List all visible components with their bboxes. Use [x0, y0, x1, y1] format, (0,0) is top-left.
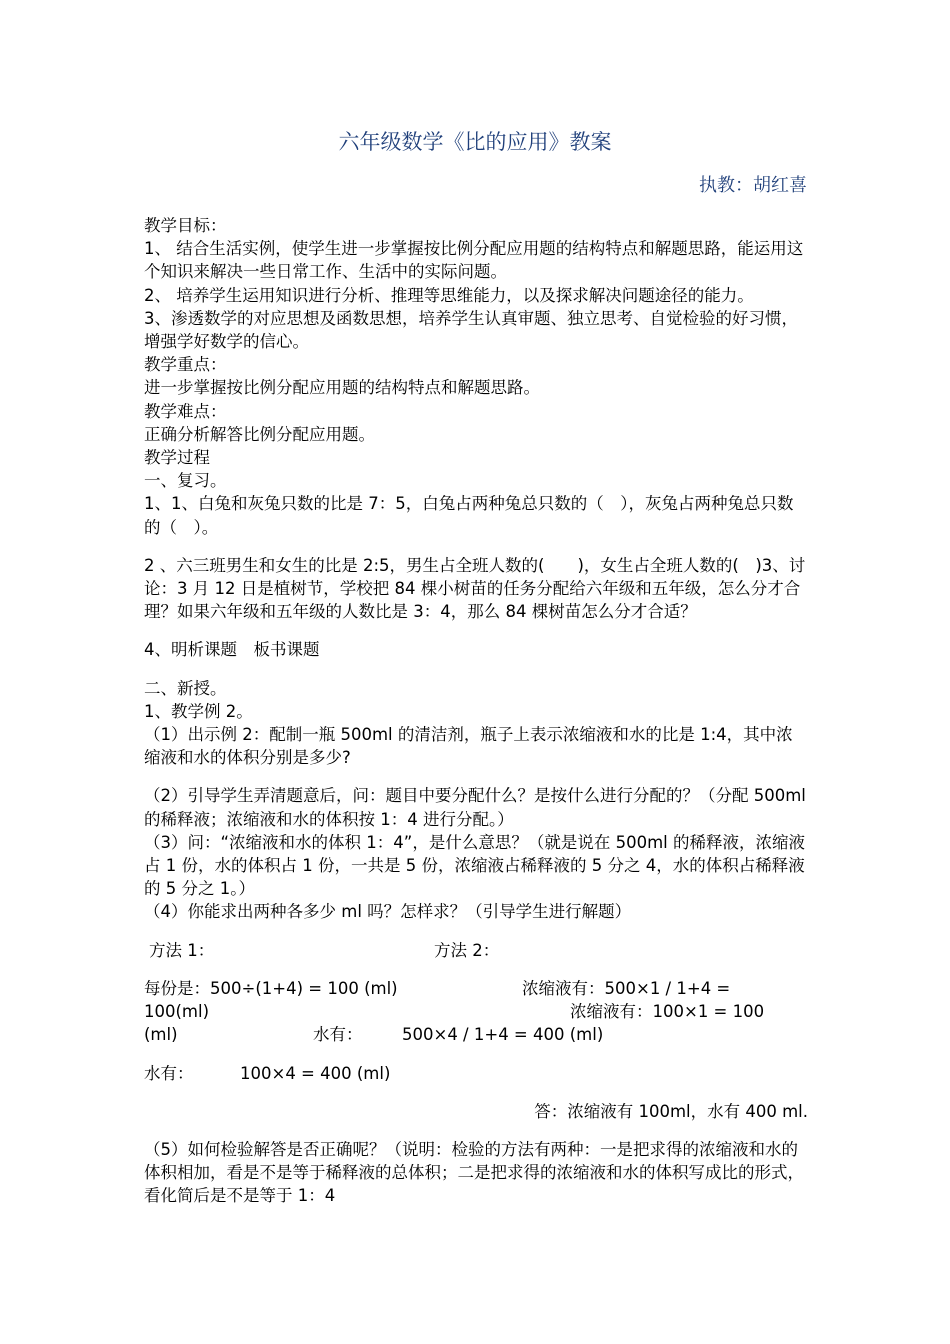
method-1-label: 方法 1：: [149, 940, 215, 960]
method-2-label: 方法 2：: [434, 940, 500, 960]
goal-item: 1、 结合生活实例，使学生进一步掌握按比例分配应用题的结构特点和解题思路，能运用这个知识来解决一些日常工作、生活中的实际问题。: [144, 239, 804, 282]
review-item: 2 、六三班男生和女生的比是 2:5，男生占全班人数的( )，女生占全班人数的( )3、讨论：3 月 12 日是植树节，学校把 84 棵小树苗的任务分配给六年级和五年级，怎么分才合理？如果六年级和五年级的人数比是 3：4，那么 84 棵树苗怎么分才合适？: [144, 555, 806, 622]
key-heading: 教学重点：: [144, 355, 227, 375]
method-labels: [144, 939, 808, 962]
example-heading: 1、教学例 2。: [144, 701, 253, 721]
difficulty-heading: 教学难点：: [144, 401, 227, 421]
calc-water-m1: 100×4 = 400 (ml): [240, 1063, 391, 1083]
review-item: 1、1、白兔和灰兔只数的比是 7：5，白兔占两种兔总只数的（ ），灰兔占两种兔总只数的（ ）。: [144, 494, 794, 537]
key-text: 进一步掌握按比例分配应用题的结构特点和解题思路。: [144, 378, 540, 398]
calc-row: [144, 1062, 808, 1085]
document-body: [144, 214, 808, 1208]
calc-result: 100(ml): [144, 1002, 210, 1022]
calc-water-label: 水有：: [144, 1063, 194, 1083]
calc-row: [144, 1000, 808, 1023]
step-item: （1）出示例 2：配制一瓶 500ml 的清洁剂，瓶子上表示浓缩液和水的比是 1:4，其中浓缩液和水的体积分别是多少?: [144, 725, 793, 768]
calc-unit: (ml): [144, 1025, 178, 1045]
answer-text: 答：浓缩液有 100ml，水有 400 ml.: [534, 1101, 808, 1121]
calc-water-m2: 500×4 / 1+4 = 400 (ml): [402, 1025, 604, 1045]
goals-heading: 教学目标：: [144, 216, 227, 235]
step-item: （5）如何检验解答是否正确呢？（说明：检验的方法有两种：一是把求得的浓缩液和水的体积相加，看是不是等于稀释液的总体积；二是把求得的浓缩液和水的体积写成比的形式，看化简后是不是等于 1：4: [144, 1139, 804, 1206]
goal-item: 2、 培养学生运用知识进行分析、推理等思维能力，以及探求解决问题途径的能力。: [144, 285, 754, 305]
document-author: 执教：胡红喜: [699, 175, 807, 196]
difficulty-text: 正确分析解答比例分配应用题。: [144, 424, 375, 444]
new-heading: 二、新授。: [144, 678, 227, 698]
step-item: （4）你能求出两种各多少 ml 吗？怎样求？（引导学生进行解题）: [144, 902, 632, 922]
review-heading: 一、复习。: [144, 471, 227, 491]
step-item: （2）引导学生弄清题意后，问：题目中要分配什么？是按什么进行分配的？（分配 500ml 的稀释液；浓缩液和水的体积按 1：4 进行分配。）: [144, 786, 806, 829]
calc-concentrate-m2: 浓缩液有：500×1 / 1+4 =: [522, 978, 731, 998]
step-item: （3）问：“浓缩液和水的体积 1：4”，是什么意思？（就是说在 500ml 的稀释液，浓缩液占 1 份，水的体积占 1 份，一共是 5 份，浓缩液占稀释液的 5 分之 4，水的体积占稀释液的 5 分之 1。）: [144, 832, 805, 899]
review-item: 4、明析课题 板书课题: [144, 640, 320, 660]
calc-concentrate-m1: 浓缩液有：100×1 = 100: [570, 1002, 765, 1022]
process-heading: 教学过程: [144, 448, 210, 468]
calc-per-share: 每份是：500÷(1+4) = 100 (ml): [144, 978, 398, 998]
calc-row: [144, 977, 808, 1000]
document-title: 六年级数学《比的应用》教案: [338, 130, 612, 154]
goal-item: 3、渗透数学的对应思想及函数思想，培养学生认真审题、独立思考、自觉检验的好习惯，增强学好数学的信心。: [144, 308, 798, 352]
calc-water-label: 水有：: [313, 1025, 363, 1045]
calc-row: [144, 1023, 808, 1046]
